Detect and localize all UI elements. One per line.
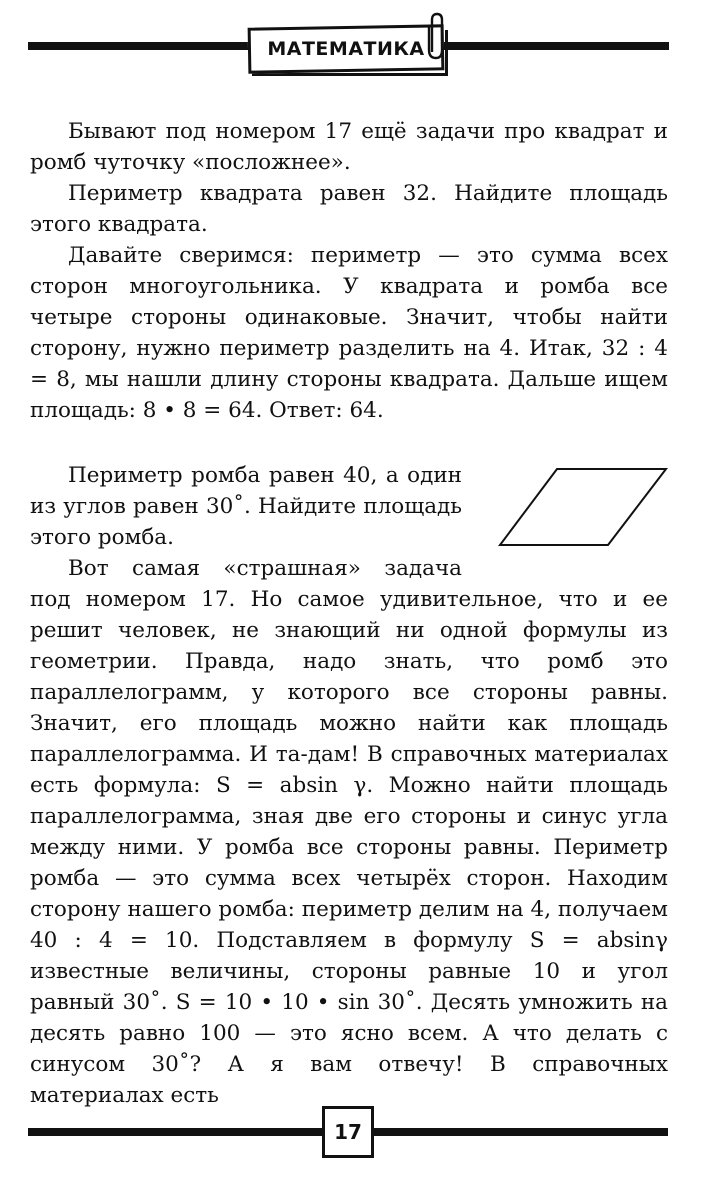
paragraph: Периметр квадрата равен 32. Найдите площадь этого квадрата. — [30, 181, 668, 237]
footer-rule-left — [28, 1128, 324, 1136]
paragraph: Давайте сверимся: периметр — это сумма всех сторон многоугольника. У квадрата и ромба все четыре стороны одинаковые. Значит, чтобы найти сторону, нужно периметр разделить на 4. Итак, 32 : 4 = 8, мы нашли длину стороны квадрата. Дальше ищем площадь: 8 • 8 = 64. Ответ: 64. — [30, 243, 668, 423]
header-rule-left — [28, 42, 250, 50]
rhombus-figure — [497, 466, 669, 548]
footer-rule-right — [374, 1128, 668, 1136]
section-title: МАТЕМАТИКА — [267, 38, 425, 60]
paragraph: Бывают под номером 17 ещё задачи про квадрат и ромб чуточку «посложнее». — [30, 119, 668, 175]
paragraph: под номером 17. Но самое удивительное, что и ее решит человек, не знающий ни одной формулы из геометрии. Правда, надо знать, что ромб это параллелограмм, у которого все стороны равны. Значит, его площадь можно найти как площадь параллелограмма. И та-дам! В справочных материалах есть формула: S = absin γ. Можно найти площадь параллелограмма, зная две его стороны и синус угла между ними. У ромба все стороны равны. Периметр ромба — это сумма всех четырёх сторон. Находим сторону нашего ромба: периметр делим на 4, получаем 40 : 4 = 10. Подставляем в формулу S = absinγ известные величины, стороны равные 10 и угол равный 30˚. S = 10 • 10 • sin 30˚. Десять умножить на десять равно 100 — это ясно всем. А что делать с синусом 30˚? А я вам отвечу! В справочных материалах есть — [30, 587, 668, 1108]
intro-section — [30, 116, 668, 426]
page-number: 17 — [322, 1106, 374, 1158]
paragraph: Периметр ромба равен 40, а один из углов равен 30˚. Найдите площадь этого ромба. — [30, 463, 462, 550]
paperclip-icon — [426, 12, 448, 62]
rhombus-problem-section — [30, 460, 462, 584]
solution-section — [30, 584, 668, 1111]
header-rule-right — [444, 42, 669, 50]
paragraph: Вот самая «страшная» задача — [68, 556, 462, 581]
